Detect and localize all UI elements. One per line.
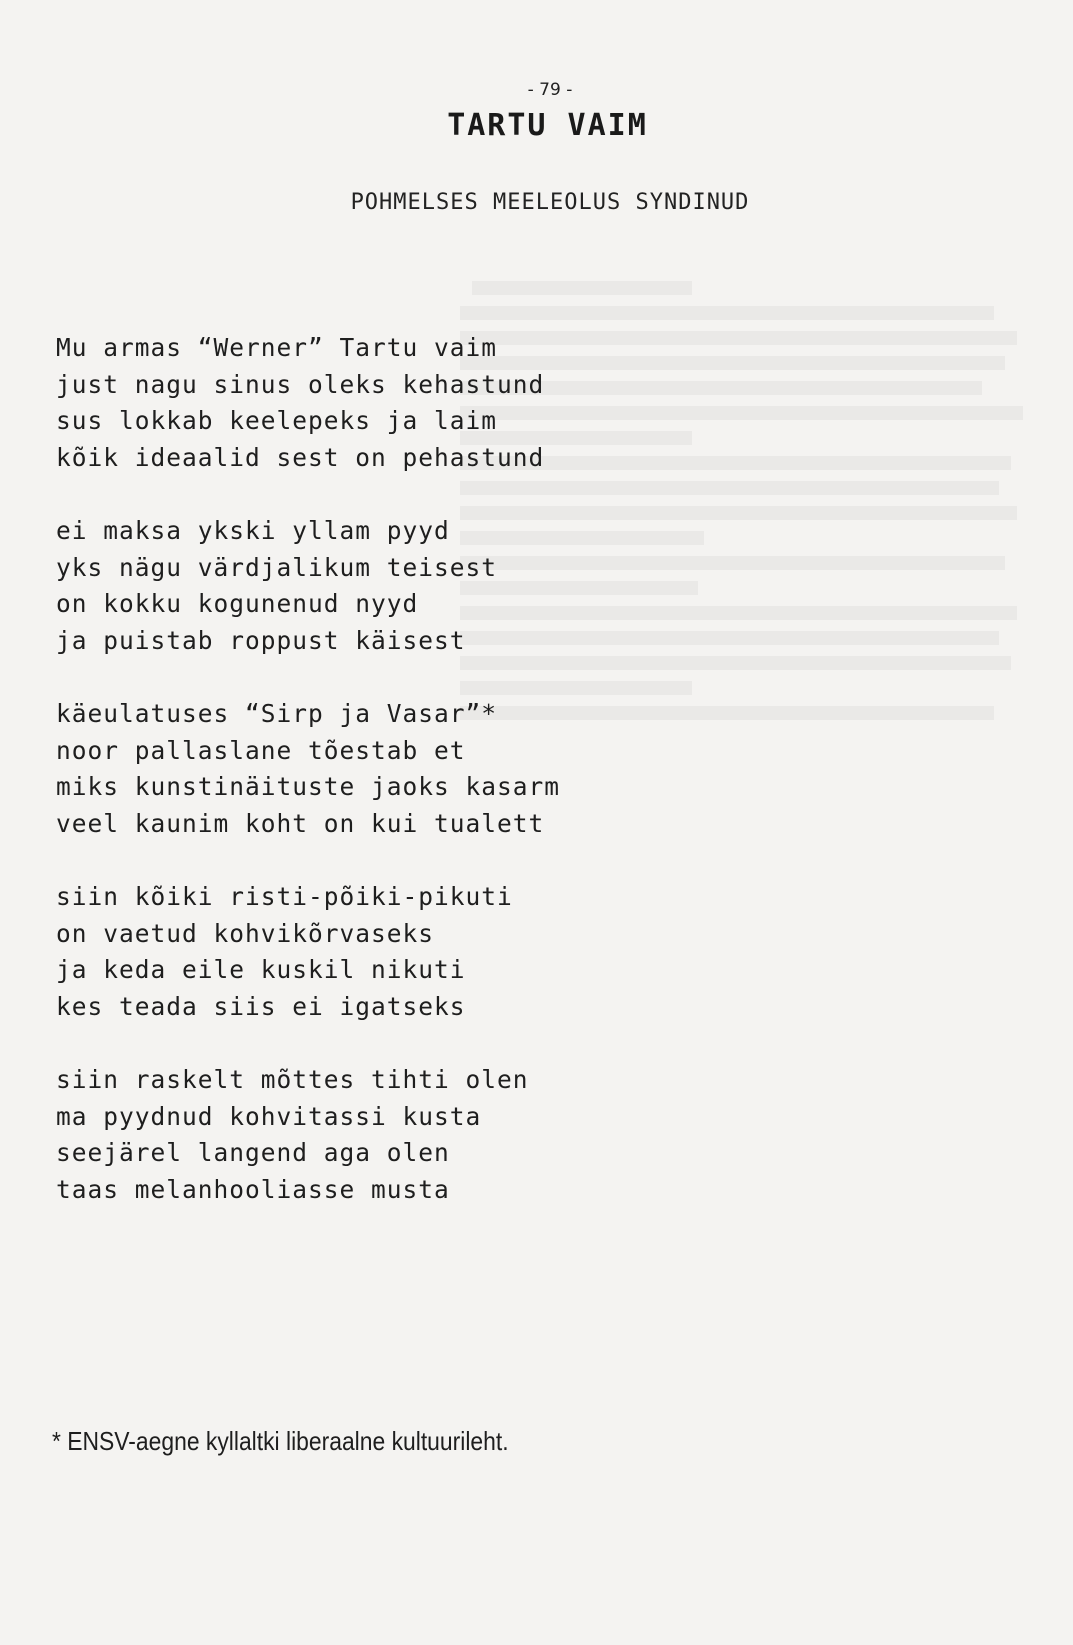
poem-line: miks kunstinäituste jaoks kasarm	[56, 772, 561, 801]
poem-line: veel kaunim koht on kui tualett	[56, 808, 545, 838]
poem-line: siin raskelt mõttes tihti olen	[56, 1065, 529, 1094]
stanza-3	[56, 696, 560, 842]
poem-line: yks nägu värdjalikum teisest	[56, 552, 498, 582]
poem-line: noor pallaslane tõestab et	[56, 735, 466, 765]
poem-title: TARTU VAIM	[447, 108, 648, 143]
poem-line: sus lokkab keelepeks ja laim	[56, 406, 498, 435]
poem-line: on kokku kogunenud nyyd	[56, 589, 419, 618]
poem-line: kõik ideaalid sest on pehastund	[56, 442, 545, 472]
poem-line: ma pyydnud kohvitassi kusta	[56, 1101, 482, 1131]
poem-line: ja puistab roppust käisest	[56, 625, 466, 655]
poem-line: on vaetud kohvikõrvaseks	[56, 918, 435, 948]
stanza-2	[56, 513, 560, 659]
page-number: - 79 -	[527, 80, 573, 100]
poem-line: kes teada siis ei igatseks	[56, 991, 466, 1021]
stanza-1	[56, 330, 560, 476]
poem-line: seejärel langend aga olen	[56, 1138, 450, 1167]
poem-subtitle: POHMELSES MEELEOLUS SYNDINUD	[350, 190, 750, 215]
poem-line: ei maksa ykski yllam pyyd	[56, 516, 450, 545]
stanza-4	[56, 879, 560, 1025]
poem-line: käeulatuses “Sirp ja Vasar”*	[56, 699, 498, 728]
poem-line: just nagu sinus oleks kehastund	[56, 369, 545, 399]
poem-line: ja keda eile kuskil nikuti	[56, 955, 466, 984]
poem-line: siin kõiki risti-põiki-pikuti	[56, 882, 513, 911]
poem-line: Mu armas “Werner” Tartu vaim	[56, 333, 498, 362]
stanza-5	[56, 1062, 560, 1208]
poem-body	[56, 330, 560, 1245]
poem-line: taas melanhooliasse musta	[56, 1174, 450, 1204]
footnote: * ENSV-aegne kyllaltki liberaalne kultuurileht.	[52, 1426, 509, 1456]
